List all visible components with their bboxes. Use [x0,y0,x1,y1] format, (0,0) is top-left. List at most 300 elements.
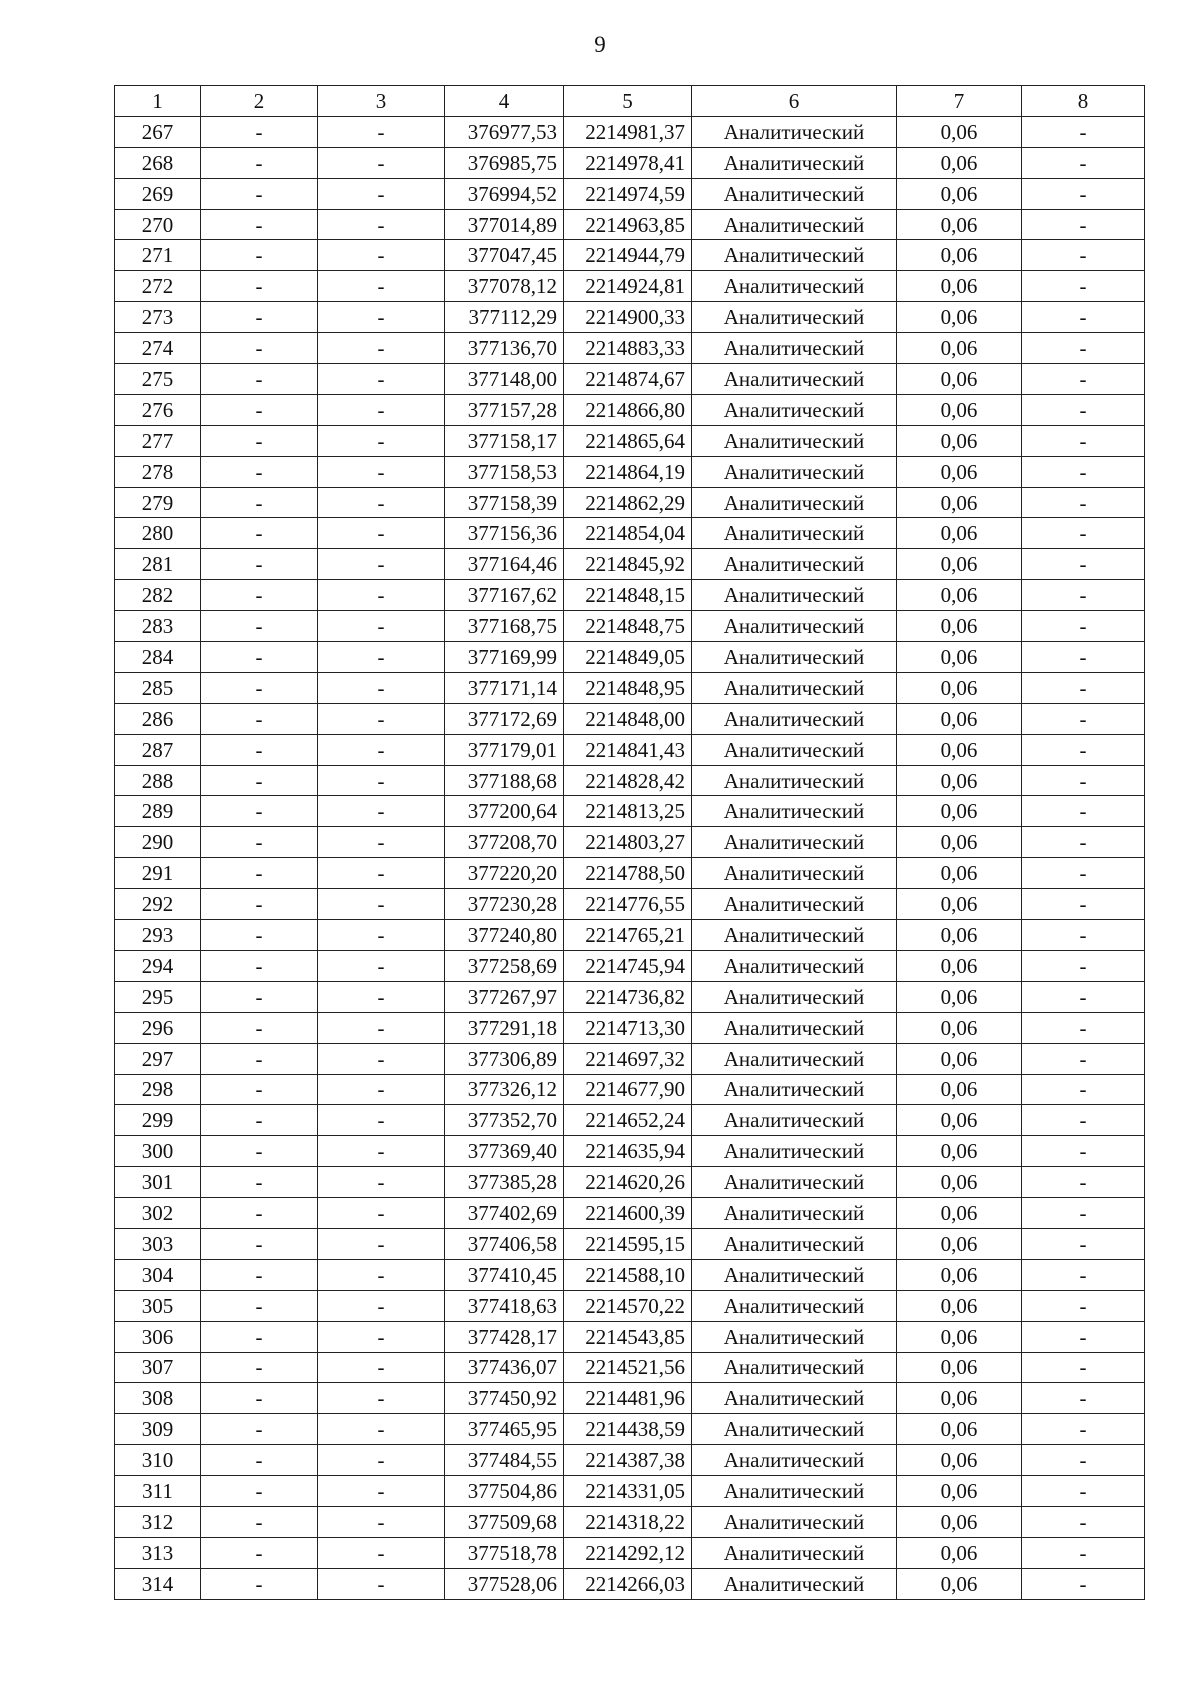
accuracy-cell: 0,06 [897,642,1022,673]
method-cell: Аналитический [692,487,897,518]
col2-cell: - [201,425,318,456]
col8-cell: - [1022,302,1145,333]
x-coordinate-cell: 377179,01 [445,734,564,765]
col3-cell: - [318,1136,445,1167]
table-row [115,642,1145,673]
col8-cell: - [1022,858,1145,889]
accuracy-cell: 0,06 [897,858,1022,889]
col2-cell: - [201,1198,318,1229]
col2-cell: - [201,1352,318,1383]
table-row [115,889,1145,920]
col3-cell: - [318,1383,445,1414]
x-coordinate-cell: 377200,64 [445,796,564,827]
point-number-cell: 285 [115,672,201,703]
y-coordinate-cell: 2214595,15 [564,1228,692,1259]
method-cell: Аналитический [692,116,897,147]
x-coordinate-cell: 376994,52 [445,178,564,209]
accuracy-cell: 0,06 [897,1167,1022,1198]
col3-cell: - [318,394,445,425]
method-cell: Аналитический [692,1568,897,1599]
y-coordinate-cell: 2214543,85 [564,1321,692,1352]
accuracy-cell: 0,06 [897,827,1022,858]
method-cell: Аналитический [692,1043,897,1074]
point-number-cell: 293 [115,920,201,951]
point-number-cell: 272 [115,271,201,302]
point-number-cell: 305 [115,1290,201,1321]
accuracy-cell: 0,06 [897,703,1022,734]
col3-cell: - [318,1074,445,1105]
col3-cell: - [318,1414,445,1445]
col3-cell: - [318,827,445,858]
table-row [115,240,1145,271]
col8-cell: - [1022,1506,1145,1537]
y-coordinate-cell: 2214854,04 [564,518,692,549]
col8-cell: - [1022,1476,1145,1507]
col3-cell: - [318,672,445,703]
table-row [115,456,1145,487]
method-cell: Аналитический [692,209,897,240]
col3-cell: - [318,364,445,395]
col8-cell: - [1022,672,1145,703]
y-coordinate-cell: 2214292,12 [564,1537,692,1568]
x-coordinate-cell: 377164,46 [445,549,564,580]
col8-cell: - [1022,209,1145,240]
method-cell: Аналитический [692,1414,897,1445]
table-row [115,580,1145,611]
col3-cell: - [318,1352,445,1383]
col2-cell: - [201,271,318,302]
col3-cell: - [318,1259,445,1290]
point-number-cell: 286 [115,703,201,734]
y-coordinate-cell: 2214600,39 [564,1198,692,1229]
accuracy-cell: 0,06 [897,796,1022,827]
accuracy-cell: 0,06 [897,1259,1022,1290]
table-row [115,827,1145,858]
col2-cell: - [201,580,318,611]
col2-cell: - [201,1321,318,1352]
point-number-cell: 270 [115,209,201,240]
method-cell: Аналитический [692,549,897,580]
table-row [115,1228,1145,1259]
accuracy-cell: 0,06 [897,425,1022,456]
point-number-cell: 295 [115,981,201,1012]
accuracy-cell: 0,06 [897,394,1022,425]
method-cell: Аналитический [692,1074,897,1105]
col3-cell: - [318,1043,445,1074]
point-number-cell: 312 [115,1506,201,1537]
method-cell: Аналитический [692,1321,897,1352]
x-coordinate-cell: 377158,39 [445,487,564,518]
point-number-cell: 271 [115,240,201,271]
column-header: 8 [1022,86,1145,117]
point-number-cell: 309 [115,1414,201,1445]
y-coordinate-cell: 2214974,59 [564,178,692,209]
y-coordinate-cell: 2214677,90 [564,1074,692,1105]
point-number-cell: 279 [115,487,201,518]
accuracy-cell: 0,06 [897,765,1022,796]
x-coordinate-cell: 377484,55 [445,1445,564,1476]
col2-cell: - [201,1290,318,1321]
table-row [115,1414,1145,1445]
col3-cell: - [318,1321,445,1352]
col3-cell: - [318,147,445,178]
x-coordinate-cell: 377158,17 [445,425,564,456]
x-coordinate-cell: 377428,17 [445,1321,564,1352]
y-coordinate-cell: 2214387,38 [564,1445,692,1476]
method-cell: Аналитический [692,394,897,425]
col2-cell: - [201,116,318,147]
col8-cell: - [1022,456,1145,487]
y-coordinate-cell: 2214963,85 [564,209,692,240]
accuracy-cell: 0,06 [897,1290,1022,1321]
accuracy-cell: 0,06 [897,1043,1022,1074]
point-number-cell: 296 [115,1012,201,1043]
col2-cell: - [201,456,318,487]
accuracy-cell: 0,06 [897,333,1022,364]
x-coordinate-cell: 377509,68 [445,1506,564,1537]
y-coordinate-cell: 2214318,22 [564,1506,692,1537]
x-coordinate-cell: 377450,92 [445,1383,564,1414]
point-number-cell: 281 [115,549,201,580]
col8-cell: - [1022,1383,1145,1414]
method-cell: Аналитический [692,425,897,456]
y-coordinate-cell: 2214848,00 [564,703,692,734]
col8-cell: - [1022,611,1145,642]
point-number-cell: 298 [115,1074,201,1105]
method-cell: Аналитический [692,147,897,178]
col3-cell: - [318,1198,445,1229]
column-header: 5 [564,86,692,117]
col3-cell: - [318,209,445,240]
table-row [115,487,1145,518]
x-coordinate-cell: 377230,28 [445,889,564,920]
table-row [115,950,1145,981]
point-number-cell: 307 [115,1352,201,1383]
method-cell: Аналитический [692,1198,897,1229]
col2-cell: - [201,1012,318,1043]
accuracy-cell: 0,06 [897,456,1022,487]
col3-cell: - [318,889,445,920]
accuracy-cell: 0,06 [897,1012,1022,1043]
coordinates-table [114,85,1145,1600]
col8-cell: - [1022,147,1145,178]
col3-cell: - [318,271,445,302]
method-cell: Аналитический [692,796,897,827]
point-number-cell: 297 [115,1043,201,1074]
point-number-cell: 289 [115,796,201,827]
col8-cell: - [1022,1167,1145,1198]
accuracy-cell: 0,06 [897,981,1022,1012]
accuracy-cell: 0,06 [897,116,1022,147]
col3-cell: - [318,1506,445,1537]
method-cell: Аналитический [692,271,897,302]
col2-cell: - [201,827,318,858]
point-number-cell: 269 [115,178,201,209]
col8-cell: - [1022,734,1145,765]
x-coordinate-cell: 377220,20 [445,858,564,889]
col3-cell: - [318,981,445,1012]
col8-cell: - [1022,1198,1145,1229]
accuracy-cell: 0,06 [897,734,1022,765]
table-row [115,1074,1145,1105]
col8-cell: - [1022,981,1145,1012]
point-number-cell: 300 [115,1136,201,1167]
col3-cell: - [318,703,445,734]
table-row [115,611,1145,642]
y-coordinate-cell: 2214788,50 [564,858,692,889]
table-row [115,703,1145,734]
table-row [115,796,1145,827]
x-coordinate-cell: 377465,95 [445,1414,564,1445]
col3-cell: - [318,1290,445,1321]
x-coordinate-cell: 377078,12 [445,271,564,302]
point-number-cell: 310 [115,1445,201,1476]
col3-cell: - [318,178,445,209]
table-row [115,302,1145,333]
col2-cell: - [201,642,318,673]
y-coordinate-cell: 2214883,33 [564,333,692,364]
point-number-cell: 280 [115,518,201,549]
col2-cell: - [201,549,318,580]
y-coordinate-cell: 2214713,30 [564,1012,692,1043]
y-coordinate-cell: 2214981,37 [564,116,692,147]
x-coordinate-cell: 377418,63 [445,1290,564,1321]
y-coordinate-cell: 2214266,03 [564,1568,692,1599]
point-number-cell: 292 [115,889,201,920]
col8-cell: - [1022,1537,1145,1568]
method-cell: Аналитический [692,1259,897,1290]
point-number-cell: 311 [115,1476,201,1507]
table-row [115,271,1145,302]
table-row [115,1537,1145,1568]
table-row [115,920,1145,951]
y-coordinate-cell: 2214848,95 [564,672,692,703]
table-row [115,1136,1145,1167]
point-number-cell: 288 [115,765,201,796]
col3-cell: - [318,858,445,889]
y-coordinate-cell: 2214736,82 [564,981,692,1012]
col3-cell: - [318,487,445,518]
col2-cell: - [201,487,318,518]
table-body [115,116,1145,1599]
y-coordinate-cell: 2214620,26 [564,1167,692,1198]
table-header-row [115,86,1145,117]
col8-cell: - [1022,178,1145,209]
x-coordinate-cell: 377410,45 [445,1259,564,1290]
col2-cell: - [201,1476,318,1507]
accuracy-cell: 0,06 [897,1445,1022,1476]
y-coordinate-cell: 2214521,56 [564,1352,692,1383]
col2-cell: - [201,920,318,951]
col3-cell: - [318,1105,445,1136]
y-coordinate-cell: 2214652,24 [564,1105,692,1136]
table-row [115,1043,1145,1074]
col2-cell: - [201,765,318,796]
col2-cell: - [201,147,318,178]
col3-cell: - [318,920,445,951]
col2-cell: - [201,178,318,209]
table-row [115,518,1145,549]
column-header: 7 [897,86,1022,117]
y-coordinate-cell: 2214697,32 [564,1043,692,1074]
method-cell: Аналитический [692,1136,897,1167]
point-number-cell: 304 [115,1259,201,1290]
table-row [115,178,1145,209]
method-cell: Аналитический [692,611,897,642]
page-number: 9 [594,32,606,57]
y-coordinate-cell: 2214481,96 [564,1383,692,1414]
col2-cell: - [201,333,318,364]
accuracy-cell: 0,06 [897,1414,1022,1445]
y-coordinate-cell: 2214803,27 [564,827,692,858]
x-coordinate-cell: 377208,70 [445,827,564,858]
col2-cell: - [201,240,318,271]
col8-cell: - [1022,240,1145,271]
col8-cell: - [1022,1074,1145,1105]
col3-cell: - [318,580,445,611]
method-cell: Аналитический [692,1352,897,1383]
point-number-cell: 306 [115,1321,201,1352]
accuracy-cell: 0,06 [897,1198,1022,1229]
col8-cell: - [1022,1414,1145,1445]
col2-cell: - [201,1537,318,1568]
col8-cell: - [1022,1352,1145,1383]
point-number-cell: 277 [115,425,201,456]
method-cell: Аналитический [692,889,897,920]
y-coordinate-cell: 2214848,15 [564,580,692,611]
table-row [115,1352,1145,1383]
col3-cell: - [318,950,445,981]
point-number-cell: 308 [115,1383,201,1414]
accuracy-cell: 0,06 [897,364,1022,395]
x-coordinate-cell: 377306,89 [445,1043,564,1074]
y-coordinate-cell: 2214570,22 [564,1290,692,1321]
col2-cell: - [201,302,318,333]
method-cell: Аналитический [692,456,897,487]
col3-cell: - [318,642,445,673]
y-coordinate-cell: 2214588,10 [564,1259,692,1290]
col8-cell: - [1022,765,1145,796]
column-header: 1 [115,86,201,117]
col3-cell: - [318,611,445,642]
x-coordinate-cell: 376977,53 [445,116,564,147]
col3-cell: - [318,116,445,147]
col2-cell: - [201,364,318,395]
col8-cell: - [1022,116,1145,147]
col2-cell: - [201,611,318,642]
method-cell: Аналитический [692,1506,897,1537]
col8-cell: - [1022,1012,1145,1043]
point-number-cell: 283 [115,611,201,642]
x-coordinate-cell: 377406,58 [445,1228,564,1259]
y-coordinate-cell: 2214776,55 [564,889,692,920]
x-coordinate-cell: 377385,28 [445,1167,564,1198]
col8-cell: - [1022,549,1145,580]
point-number-cell: 313 [115,1537,201,1568]
x-coordinate-cell: 377528,06 [445,1568,564,1599]
col2-cell: - [201,889,318,920]
point-number-cell: 276 [115,394,201,425]
col3-cell: - [318,456,445,487]
col2-cell: - [201,703,318,734]
accuracy-cell: 0,06 [897,1105,1022,1136]
x-coordinate-cell: 377326,12 [445,1074,564,1105]
method-cell: Аналитический [692,580,897,611]
point-number-cell: 284 [115,642,201,673]
accuracy-cell: 0,06 [897,1074,1022,1105]
col3-cell: - [318,333,445,364]
x-coordinate-cell: 377188,68 [445,765,564,796]
col2-cell: - [201,1445,318,1476]
x-coordinate-cell: 377352,70 [445,1105,564,1136]
x-coordinate-cell: 377171,14 [445,672,564,703]
col8-cell: - [1022,1136,1145,1167]
col2-cell: - [201,981,318,1012]
x-coordinate-cell: 377436,07 [445,1352,564,1383]
x-coordinate-cell: 376985,75 [445,147,564,178]
x-coordinate-cell: 377014,89 [445,209,564,240]
y-coordinate-cell: 2214900,33 [564,302,692,333]
x-coordinate-cell: 377504,86 [445,1476,564,1507]
accuracy-cell: 0,06 [897,611,1022,642]
col8-cell: - [1022,487,1145,518]
accuracy-cell: 0,06 [897,302,1022,333]
col8-cell: - [1022,1321,1145,1352]
table-row [115,394,1145,425]
col2-cell: - [201,1383,318,1414]
point-number-cell: 314 [115,1568,201,1599]
col2-cell: - [201,1043,318,1074]
table-row [115,116,1145,147]
x-coordinate-cell: 377402,69 [445,1198,564,1229]
x-coordinate-cell: 377148,00 [445,364,564,395]
col2-cell: - [201,672,318,703]
table-row [115,1105,1145,1136]
col2-cell: - [201,1414,318,1445]
accuracy-cell: 0,06 [897,672,1022,703]
method-cell: Аналитический [692,518,897,549]
col8-cell: - [1022,580,1145,611]
x-coordinate-cell: 377136,70 [445,333,564,364]
method-cell: Аналитический [692,1290,897,1321]
col3-cell: - [318,1537,445,1568]
col8-cell: - [1022,1043,1145,1074]
table-row [115,672,1145,703]
x-coordinate-cell: 377112,29 [445,302,564,333]
col2-cell: - [201,1167,318,1198]
accuracy-cell: 0,06 [897,950,1022,981]
y-coordinate-cell: 2214845,92 [564,549,692,580]
col2-cell: - [201,734,318,765]
col2-cell: - [201,1259,318,1290]
method-cell: Аналитический [692,981,897,1012]
x-coordinate-cell: 377047,45 [445,240,564,271]
y-coordinate-cell: 2214765,21 [564,920,692,951]
accuracy-cell: 0,06 [897,209,1022,240]
point-number-cell: 301 [115,1167,201,1198]
y-coordinate-cell: 2214944,79 [564,240,692,271]
table-row [115,1568,1145,1599]
accuracy-cell: 0,06 [897,920,1022,951]
accuracy-cell: 0,06 [897,178,1022,209]
col2-cell: - [201,209,318,240]
y-coordinate-cell: 2214978,41 [564,147,692,178]
point-number-cell: 278 [115,456,201,487]
table-row [115,1198,1145,1229]
col8-cell: - [1022,642,1145,673]
x-coordinate-cell: 377167,62 [445,580,564,611]
table-row [115,425,1145,456]
